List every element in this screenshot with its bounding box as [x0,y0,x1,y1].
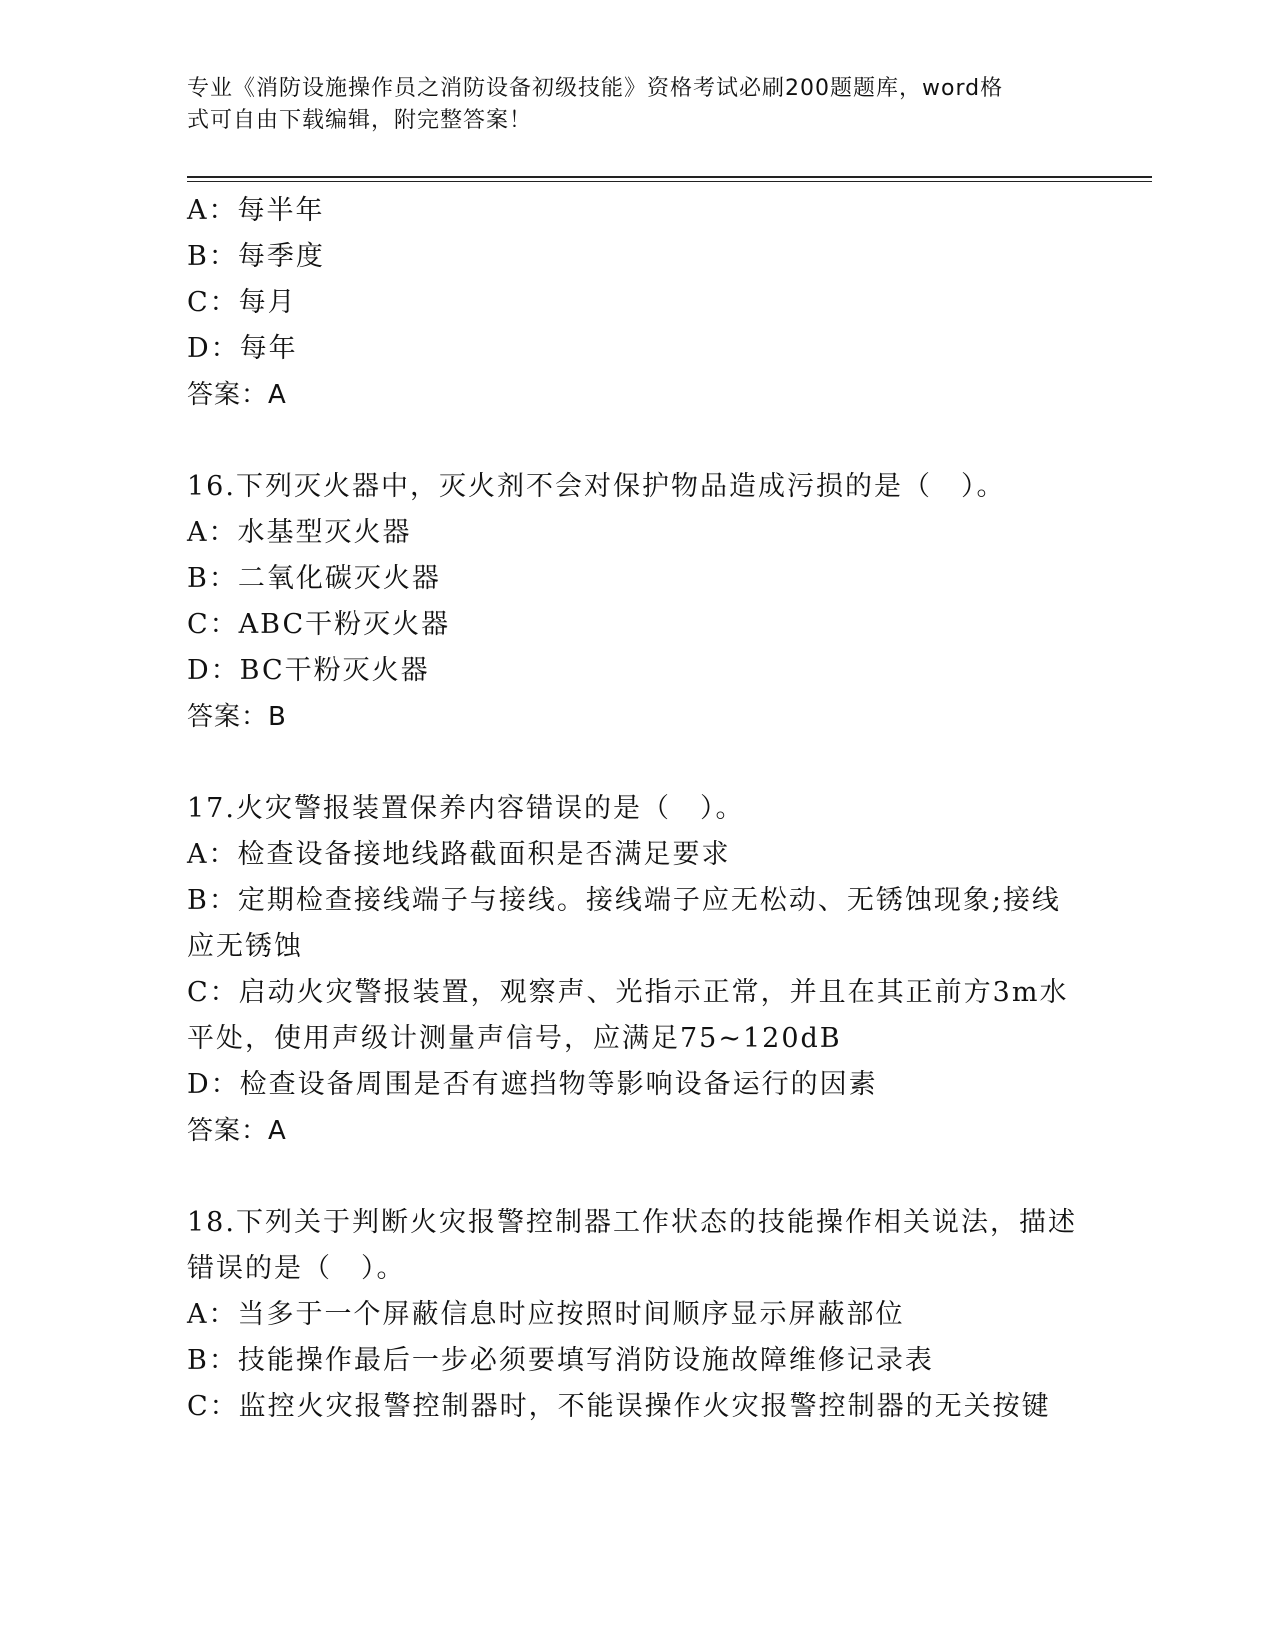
header-rule-thin [187,181,1152,182]
option-c: C：监控火灾报警控制器时，不能误操作火灾报警控制器的无关按键 [187,1391,1051,1422]
question-stem: 16.下列灭火器中，灭火剂不会对保护物品造成污损的是（ ）。 [187,471,1006,502]
option-a: A：水基型灭火器 [187,517,412,548]
option-d: D：BC干粉灭火器 [187,655,430,686]
option-c-line-1: C：启动火灾警报装置，观察声、光指示正常，并且在其正前方3m水 [187,977,1069,1008]
question-16 [187,464,1087,740]
question-stem: 17.火灾警报装置保养内容错误的是（ ）。 [187,793,745,824]
option-c: C：ABC干粉灭火器 [187,609,451,640]
header-rule-thick [187,176,1152,178]
option-a: A：每半年 [187,195,325,226]
question-stem-line-1: 18.下列关于判断火灾报警控制器工作状态的技能操作相关说法，描述 [187,1207,1077,1238]
option-b-line-1: B：定期检查接线端子与接线。接线端子应无松动、无锈蚀现象;接线 [187,885,1061,916]
option-b: B：技能操作最后一步必须要填写消防设施故障维修记录表 [187,1345,934,1376]
option-c-line-2: 平处，使用声级计测量声信号，应满足75~120dB [187,1023,842,1054]
option-c: C：每月 [187,287,297,318]
question-list [187,188,1087,1430]
question-18 [187,1200,1087,1430]
option-d: D：每年 [187,333,298,364]
question-17 [187,786,1087,1154]
option-a: A：检查设备接地线路截面积是否满足要求 [187,839,731,870]
document-header [187,73,1067,137]
answer: 答案：A [187,1116,287,1146]
question-15 [187,188,1087,418]
answer: 答案：B [187,702,287,732]
header-line-1: 专业《消防设施操作员之消防设备初级技能》资格考试必刷200题题库，word格 [187,76,1004,101]
header-line-2: 式可自由下载编辑，附完整答案！ [187,108,533,133]
option-b: B：每季度 [187,241,325,272]
option-b-line-2: 应无锈蚀 [187,931,303,962]
option-d: D：检查设备周围是否有遮挡物等影响设备运行的因素 [187,1069,878,1100]
option-b: B：二氧化碳灭火器 [187,563,441,594]
option-a: A：当多于一个屏蔽信息时应按照时间顺序显示屏蔽部位 [187,1299,905,1330]
question-stem-line-2: 错误的是（ ）。 [187,1253,406,1284]
answer: 答案：A [187,380,287,410]
